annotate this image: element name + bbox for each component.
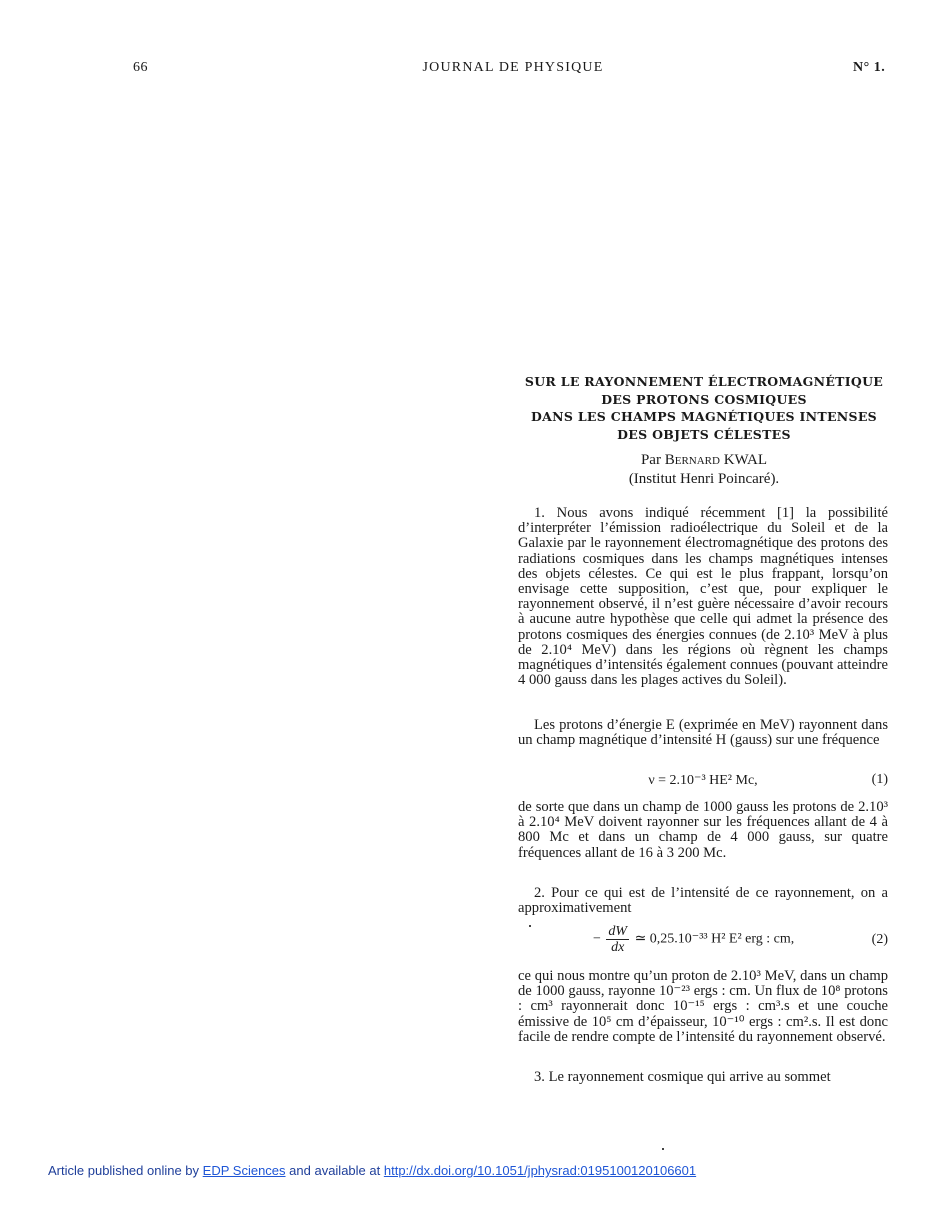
title-line: SUR LE RAYONNEMENT ÉLECTROMAGNÉTIQUE [524,374,884,389]
byline-prefix: Par [640,452,661,468]
paragraph-4: 2. Pour ce qui est de l’intensité de ce rayonnement, on a approximativement [518,885,888,917]
paragraph-3: de sorte que dans un champ de 1000 gauss les protons de 2.10³ à 2.10⁴ MeV doivent rayonner sur les fréquences allant de 4 à 800 Mc et dans un champ de 4 000 gauss, sur quatre fréquences allant de 16 à 3 200 Mc. [518,799,888,861]
article-title [520,373,888,443]
equation-2-fraction [606,924,629,955]
equation-2-rhs: ≃ 0,25.10⁻³³ H² E² erg : cm, [634,931,795,947]
equation-2-numerator: dW [608,924,628,939]
scan-speck [662,1148,664,1150]
paragraph-2: Les protons d’énergie E (exprimée en MeV) rayonnent dans un champ magnétique d’intensité H (gauss) sur une fréquence [518,717,888,749]
footer-prefix: Article published online by [48,1163,200,1178]
author-last-name: KWAL [723,452,768,468]
scan-speck [529,925,531,927]
doi-link[interactable]: http://dx.doi.org/10.1051/jphysrad:0195100120106601 [383,1163,697,1178]
paragraph-1: 1. Nous avons indiqué récemment [1] la possibilité d’interpréter l’émission radioélectrique du Soleil et de la Galaxie par le rayonnement électromagnétique des protons des radiations cosmiques dans les champs magnétiques intenses des objets célestes. Ce qui est le plus frappant, lorsqu’on envisage cette supposition, c’est que, pour expliquer le rayonnement observé, il n’est guère nécessaire d’avoir recours à aucune autre hypothèse que celle qui admet la présence des protons cosmiques des énergies connues (de 2.10³ MeV à plus de 2.10⁴ MeV) dans les régions où règnent les champs magnétiques d’intensités également connues (pouvant atteindre 4 000 gauss dans les plages actives du Soleil). [518,505,888,689]
equation-2-denominator: dx [611,940,625,955]
running-title: JOURNAL DE PHYSIQUE [422,60,604,75]
publication-footer [48,1163,696,1178]
footer-middle: and available at [289,1163,381,1178]
title-line: DES OBJETS CÉLESTES [617,426,791,442]
title-line: DANS LES CHAMPS MAGNÉTIQUES INTENSES [530,409,878,424]
paragraph-6: 3. Le rayonnement cosmique qui arrive au sommet [534,1069,831,1085]
equation-1-number: (1) [871,772,888,787]
issue-number: N° 1. [853,60,886,75]
equation-1 [518,772,888,792]
equation-1-body: ν = 2.10⁻³ HE² Mc, [648,773,758,788]
equation-2-number: (2) [871,932,888,947]
author-first-name: Bernard [664,452,720,468]
byline [520,451,888,489]
author-line [520,451,888,470]
title-line: DES PROTONS COSMIQUES [601,391,807,407]
page-number: 66 [133,60,148,75]
equation-2 [518,924,888,960]
affiliation: (Institut Henri Poincaré). [628,471,780,487]
publisher-link[interactable]: EDP Sciences [202,1163,286,1178]
paragraph-5: ce qui nous montre qu’un proton de 2.10³ MeV, dans un champ de 1000 gauss, rayonne 10⁻²³ ergs : cm. Un flux de 10⁸ protons : cm³ rayonnerait donc 10⁻¹⁵ ergs : cm³.s et une couche émissive de 10⁵ cm d’épaisseur, 10⁻¹⁰ ergs : cm².s. Il est donc facile de rendre compte de l’intensité du rayonnement observé. [518,968,888,1045]
equation-2-body [593,924,794,955]
equation-2-minus: − [593,931,601,947]
